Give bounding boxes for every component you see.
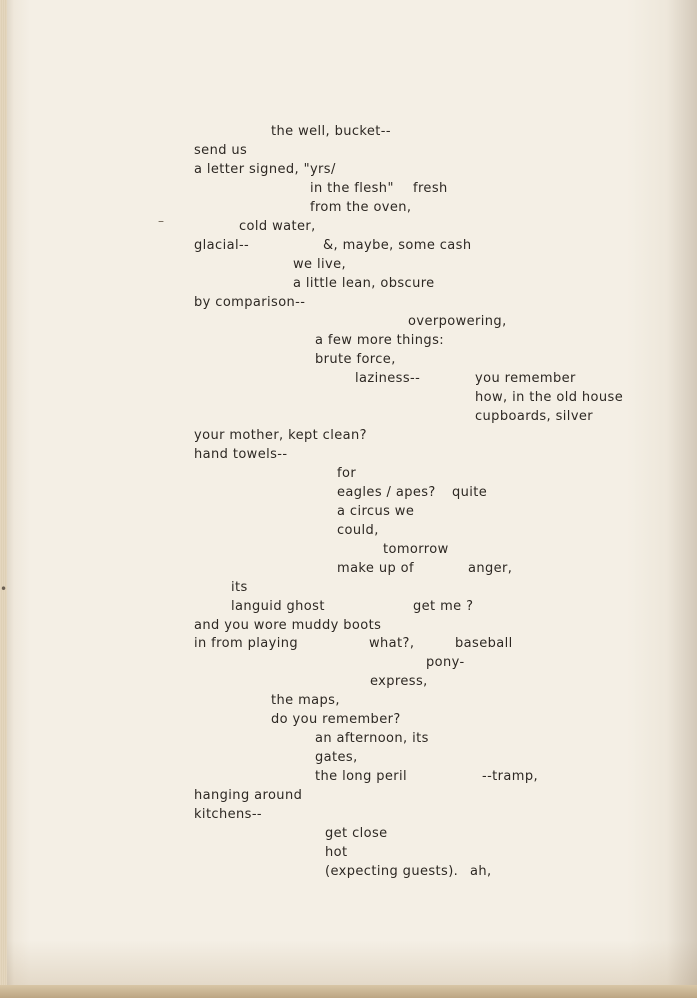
poem-line: a few more things: [315,333,445,348]
poem-line: --tramp, [482,769,539,784]
poem-line: in the flesh" [310,181,394,196]
poem-line: quite [452,485,488,500]
poem-line: a little lean, obscure [293,276,435,291]
poem-line: the maps, [271,693,340,708]
poem-line: a circus we [337,504,415,519]
page-bottom-edge [0,985,697,998]
poem-line: brute force, [315,352,396,367]
poem-line: &, maybe, some cash [323,238,472,253]
poem-line: glacial-- [194,238,250,253]
poem-line: cupboards, silver [475,409,594,424]
poem-line: get close [325,826,388,841]
poem-line: get me ? [413,599,474,614]
page-left-edge [0,0,7,998]
poem-line: the well, bucket-- [271,124,391,139]
poem-line: tomorrow [383,542,449,557]
poem-line: hot [325,845,348,860]
poem-line: in from playing [194,636,298,651]
poem-line: make up of [337,561,414,576]
poem-line: what?, [369,636,415,651]
poem-line: hanging around [194,788,303,803]
poem-line: for [337,466,357,481]
poem-line: you remember [475,371,576,386]
poem-line: from the oven, [310,200,412,215]
poem-line: (expecting guests). [325,864,459,879]
poem-line: ah, [470,864,492,879]
poem-line: laziness-- [355,371,421,386]
poem-line: overpowering, [408,314,507,329]
poem-line: an afternoon, its [315,731,429,746]
poem-line: gates, [315,750,358,765]
poem-line: baseball [455,636,513,651]
poem-line: kitchens-- [194,807,263,822]
poem-line: its [231,580,248,595]
poem-line: eagles / apes? [337,485,436,500]
poem-line: send us [194,143,248,158]
poem-line: by comparison-- [194,295,306,310]
poem-line: a letter signed, "yrs/ [194,162,336,177]
poem-line: the long peril [315,769,408,784]
margin-mark: – [158,214,164,228]
poem-line: fresh [413,181,448,196]
poem-line: hand towels-- [194,447,288,462]
poem-line: express, [370,674,428,689]
poem-line: your mother, kept clean? [194,428,367,443]
poem-line: anger, [468,561,513,576]
poem-line: pony- [426,655,465,670]
poem-line: could, [337,523,379,538]
poem-line: and you wore muddy boots [194,618,382,633]
poem-line: languid ghost [231,599,325,614]
margin-mark: • [0,582,8,596]
poem-line: we live, [293,257,347,272]
poem-line: how, in the old house [475,390,624,405]
poem-line: do you remember? [271,712,401,727]
poem-line: cold water, [239,219,316,234]
